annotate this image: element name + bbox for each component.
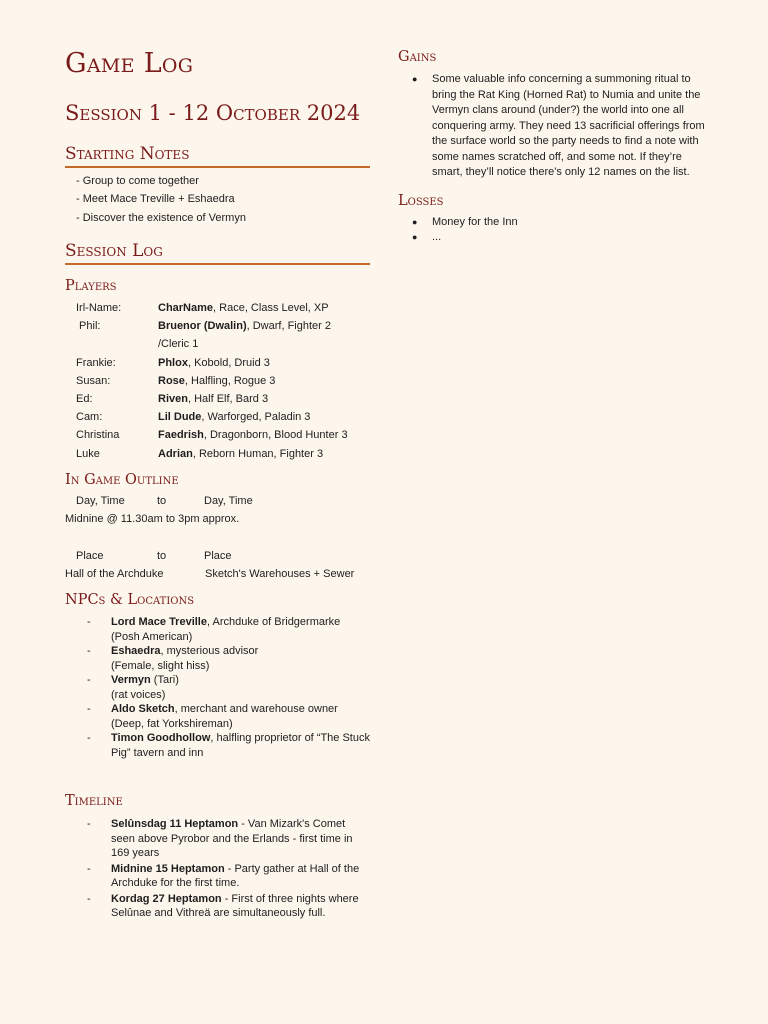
list-item: - Aldo Sketch, merchant and warehouse owner (Deep, fat Yorkshireman) <box>87 703 338 730</box>
list-item <box>398 230 708 246</box>
npc-desc: , mysterious advisor <box>160 645 259 658</box>
player-row <box>65 445 370 463</box>
player-details: , Halfling, Rogue 3 <box>184 374 276 387</box>
list-item: - Vermyn (Tari) (rat voices) <box>87 674 179 701</box>
player-details: , Dragonborn, Blood Hunter 3 <box>203 429 348 442</box>
player-row <box>65 390 370 408</box>
player-row <box>65 354 370 372</box>
time-label-from: Day, Time <box>76 494 125 507</box>
time-values: Midnine @ 11.30am to 3pm approx. <box>65 513 240 526</box>
player-row <box>65 317 370 335</box>
list-item: - Selûnsdag 11 Heptamon - Van Mizark's Comet seen above Pyrobor and the Erlands - first time in 169 years <box>87 818 353 860</box>
time-values-row <box>65 510 370 528</box>
timeline-date: Selûnsdag 11 Heptamon <box>111 818 239 831</box>
player-details: , Half Elf, Bard 3 <box>187 392 269 405</box>
npc-desc: (Tari) <box>150 674 179 687</box>
right-column <box>398 48 708 246</box>
time-label-to: to <box>157 494 167 507</box>
page-title: Game Log <box>65 48 194 79</box>
npc-note: (Female, slight hiss) <box>111 659 210 672</box>
place-label-to: to <box>157 549 167 562</box>
npc-note: (rat voices) <box>111 688 166 701</box>
bullet-icon: ● <box>412 216 418 227</box>
player-row <box>65 299 370 317</box>
place-label-until: Place <box>204 549 232 562</box>
npc-desc: , halfling proprietor of “The Stuck Pig” tavern and inn <box>111 732 370 759</box>
player-irl: Ed: <box>76 392 93 405</box>
time-labels-row <box>65 492 370 510</box>
losses-list <box>398 215 708 246</box>
player-irl: Christina <box>76 429 120 442</box>
place-from: Hall of the Archduke <box>65 567 164 580</box>
npc-name: Lord Mace Treville <box>111 616 207 629</box>
player-irl: Susan: <box>76 374 111 387</box>
npc-name: Eshaedra <box>111 645 161 658</box>
npc-name: Aldo Sketch <box>111 703 175 716</box>
list-item <box>398 215 708 231</box>
starting-notes-heading: Starting Notes <box>65 143 370 168</box>
place-values-row <box>65 565 370 583</box>
time-label-until: Day, Time <box>204 494 253 507</box>
npc-name: Vermyn <box>111 674 151 687</box>
npcs-list <box>65 615 370 760</box>
list-item: - Meet Mace Treville + Eshaedra <box>76 193 235 206</box>
player-details: , Reborn Human, Fighter 3 <box>192 447 324 460</box>
player-irl: Cam: <box>76 411 103 424</box>
npcs-heading: NPCs & Locations <box>65 592 195 609</box>
timeline-text: - Van Mizark's Comet seen above Pyrobor and the Erlands - first time in 169 years <box>111 818 353 860</box>
npc-note: (Posh American) <box>111 630 193 643</box>
timeline-date: Midnine 15 Heptamon <box>111 862 225 875</box>
session-title: Session 1 - 12 October 2024 <box>65 101 361 125</box>
timeline-date: Kordag 27 Heptamon <box>111 892 222 905</box>
player-irl: Phil: <box>76 320 101 333</box>
gain-text: Some valuable info concerning a summoning ritual to bring the Rat King (Horned Rat) to Numia and unite the Vermyn clans around (under?) the world into one all conquering army. They need 13 sacrificial offerings from the surface world so the party needs to find a note with some names scratched off, and some not. If they’re smart, they’ll notice there's only 12 names on the list. <box>432 73 705 178</box>
list-item: - Kordag 27 Heptamon - First of three nights where Selûnae and Vithreä are simultaneously full. <box>87 892 359 920</box>
place-labels-row <box>65 547 370 565</box>
gains-list <box>398 72 708 181</box>
outline-block <box>65 492 370 583</box>
place-label-from: Place <box>76 549 104 562</box>
player-irl: Irl-Name: <box>76 301 122 314</box>
timeline-list <box>65 817 370 921</box>
npc-name: Timon Goodhollow <box>111 732 211 745</box>
spacer <box>65 528 370 546</box>
timeline-heading: Timeline <box>65 793 123 810</box>
player-character: Rose <box>158 374 185 387</box>
starting-notes-list <box>76 172 370 227</box>
player-details: , Race, Class Level, XP <box>213 301 329 314</box>
list-item: - Midnine 15 Heptamon - Party gather at Hall of the Archduke for the first time. <box>87 862 360 890</box>
timeline-text: - First of three nights where Selûnae and Vithreä are simultaneously full. <box>111 892 359 920</box>
outline-heading: In Game Outline <box>65 471 179 488</box>
timeline-text: - Party gather at Hall of the Archduke for the first time. <box>111 862 360 890</box>
players-table <box>65 299 370 463</box>
player-irl: Luke <box>76 447 100 460</box>
player-irl: Frankie: <box>76 356 116 369</box>
player-continuation: /Cleric 1 <box>158 338 199 351</box>
player-character: Adrian <box>158 447 193 460</box>
player-character: CharName <box>158 301 214 314</box>
player-character: Riven <box>158 392 188 405</box>
list-item: - Lord Mace Treville, Archduke of Bridgermarke (Posh American) <box>87 616 341 643</box>
player-character: Lil Dude <box>158 411 202 424</box>
npc-note: (Deep, fat Yorkshireman) <box>111 717 233 730</box>
player-details: , Kobold, Druid 3 <box>187 356 270 369</box>
list-item: - Discover the existence of Vermyn <box>76 211 246 224</box>
players-heading: Players <box>65 277 117 294</box>
player-row <box>65 372 370 390</box>
losses-heading: Losses <box>398 192 444 209</box>
bullet-icon: ● <box>412 74 418 84</box>
player-character: Faedrish <box>158 429 204 442</box>
list-item: - Timon Goodhollow, halfling proprietor of “The Stuck Pig” tavern and inn <box>87 732 370 759</box>
player-row <box>65 408 370 426</box>
player-row <box>65 426 370 444</box>
player-character: Phlox <box>158 356 188 369</box>
gains-heading: Gains <box>398 49 437 65</box>
npc-desc: , Archduke of Bridgermarke <box>206 616 341 629</box>
player-details: , Warforged, Paladin 3 <box>201 411 311 424</box>
list-item: - Eshaedra, mysterious advisor (Female, slight hiss) <box>87 645 259 672</box>
place-to: Sketch's Warehouses + Sewer <box>205 567 355 580</box>
loss-text: Money for the Inn <box>432 215 518 228</box>
list-item: - Group to come together <box>76 175 199 187</box>
list-item <box>398 72 708 181</box>
npc-desc: , merchant and warehouse owner <box>174 703 338 716</box>
player-character: Bruenor (Dwalin) <box>158 320 247 333</box>
left-column <box>65 40 370 921</box>
bullet-icon: ● <box>412 232 418 242</box>
loss-text: ... <box>432 231 442 243</box>
player-details: , Dwarf, Fighter 2 <box>246 320 331 333</box>
session-log-heading: Session Log <box>65 240 370 265</box>
